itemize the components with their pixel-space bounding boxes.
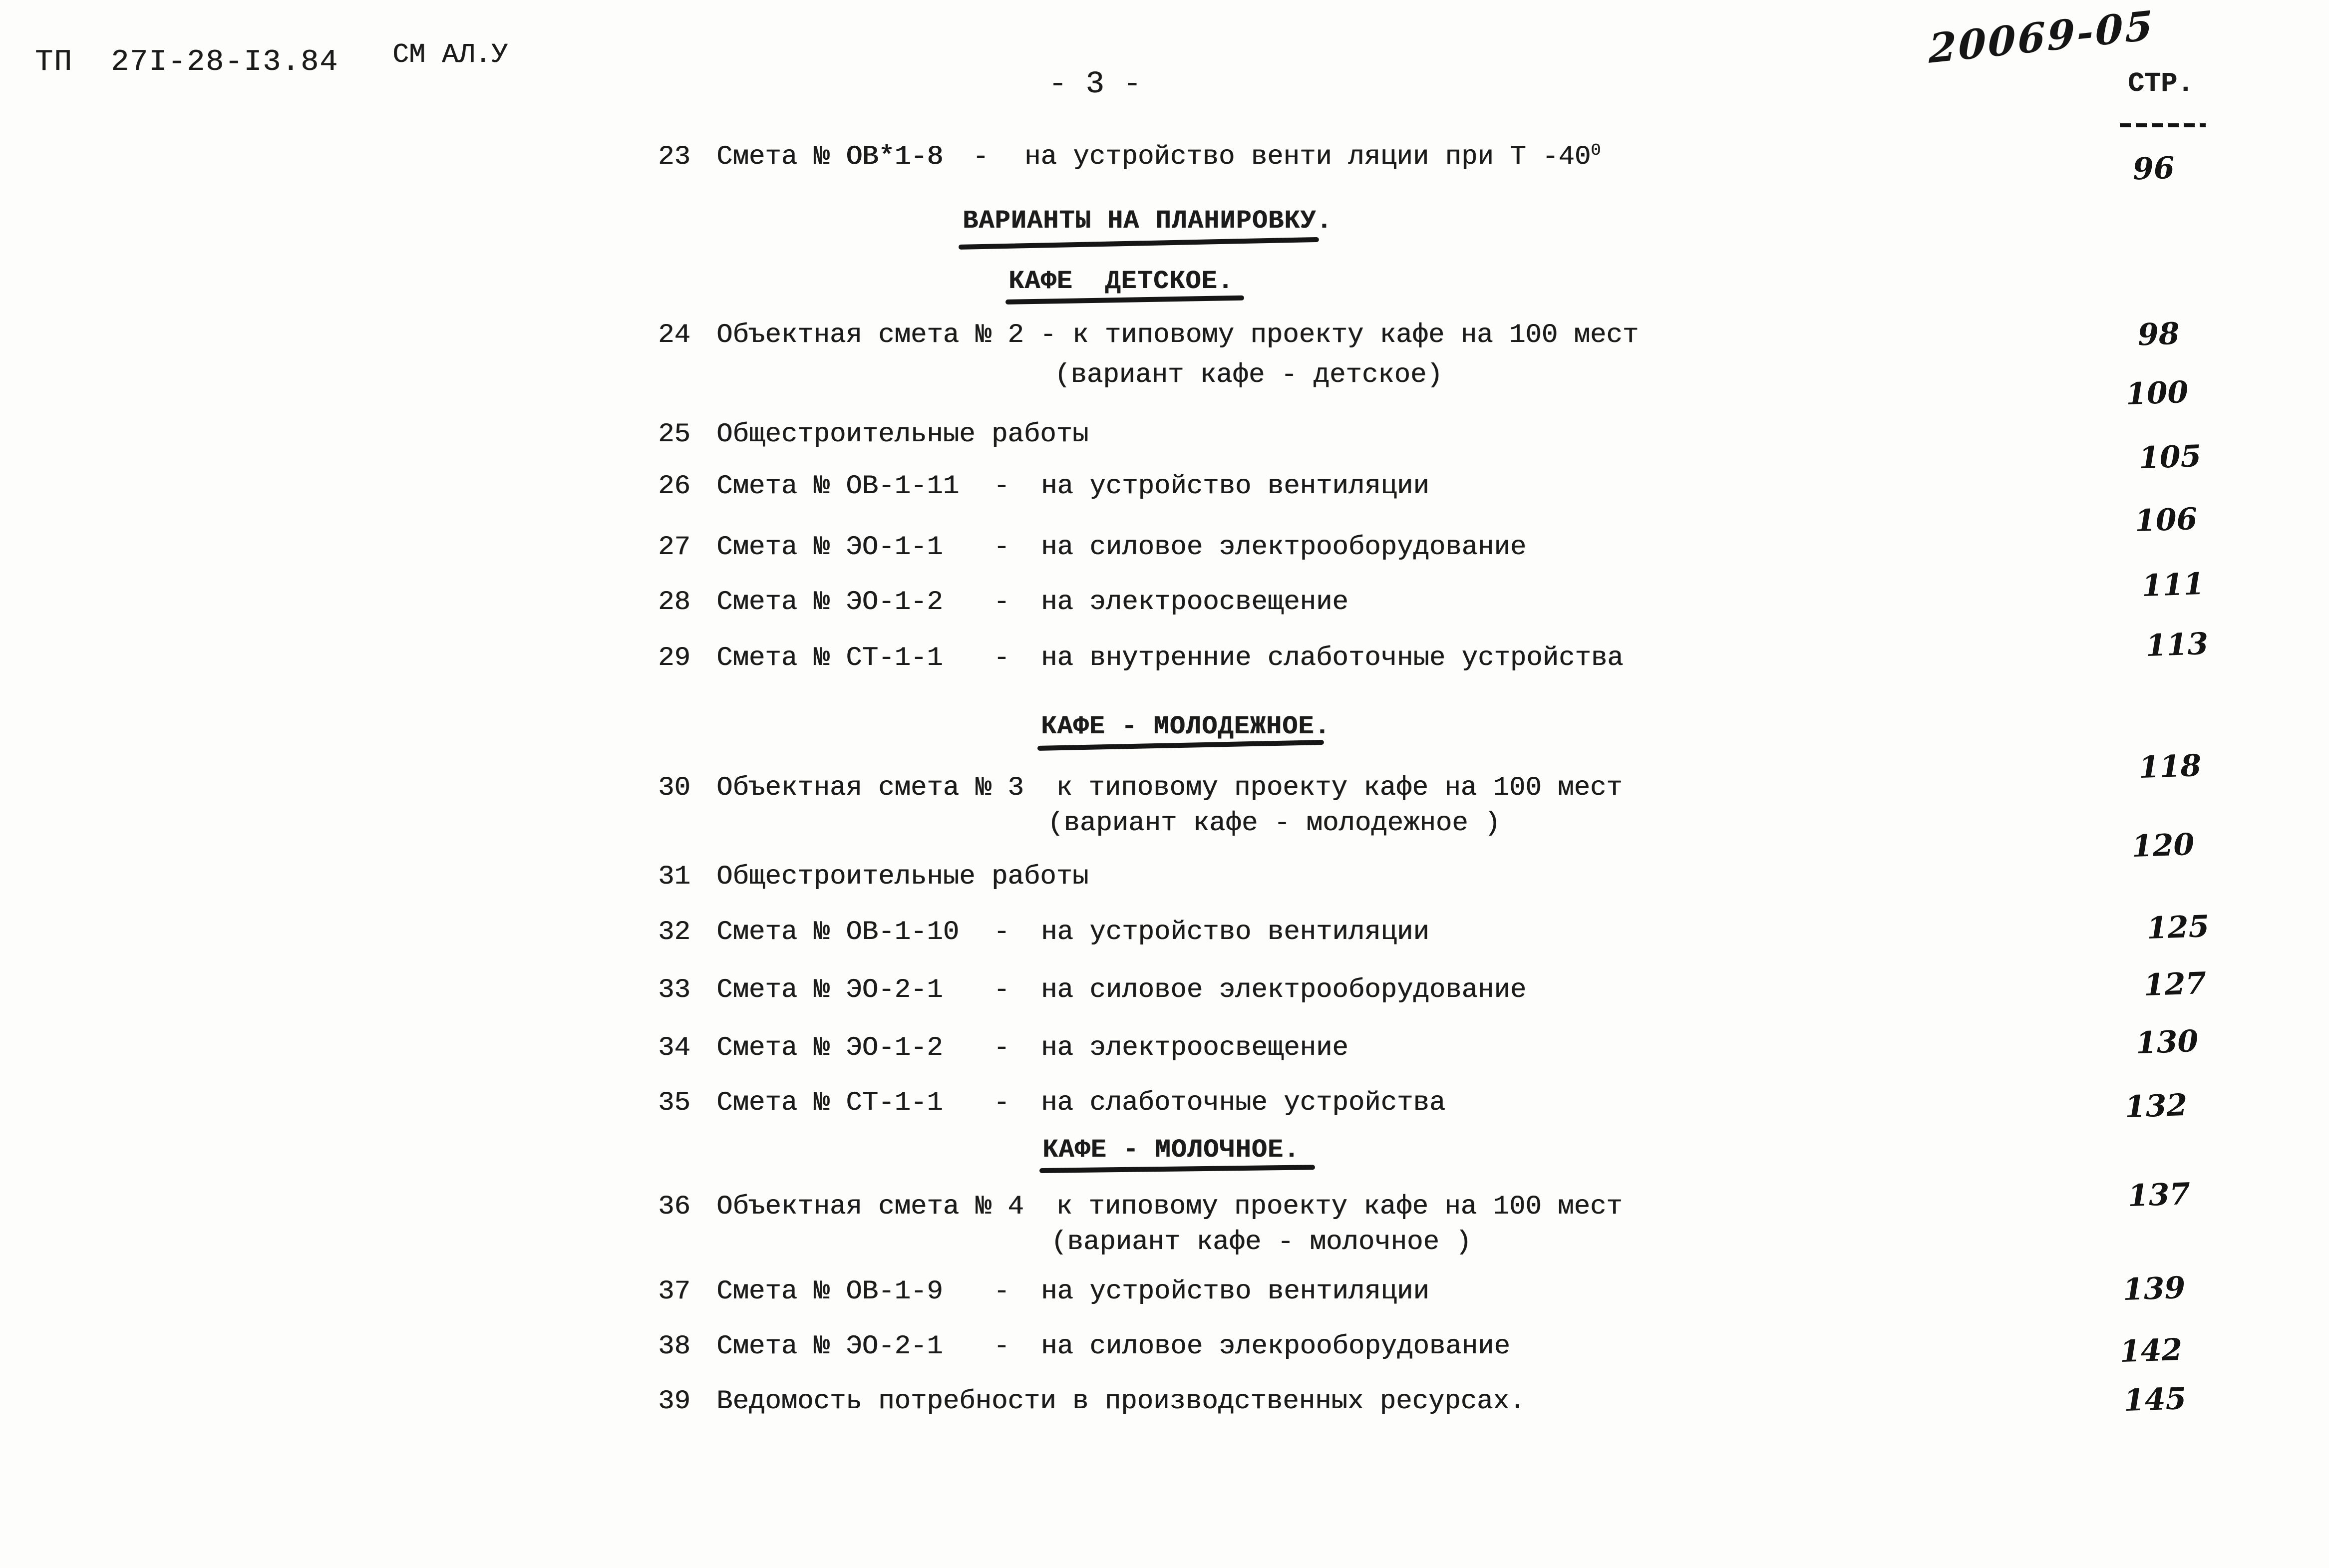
estimate-code: ЭО-2-1 xyxy=(846,975,943,1005)
row-title: Общестроительные работы xyxy=(716,419,1089,450)
row-description: на силовое электрооборудование xyxy=(1041,975,1527,1005)
toc-row-continuation xyxy=(0,362,2329,397)
row-title xyxy=(716,919,959,946)
row-description: на электроосвещение xyxy=(1041,1033,1348,1063)
toc-row xyxy=(0,977,2329,1012)
row-label: Смета № xyxy=(716,975,830,1005)
row-title: Объектная смета № 3 к типовому проекту кафе на 100 мест xyxy=(716,773,1623,803)
row-label: Смета № xyxy=(716,471,830,502)
row-number: 37 xyxy=(658,1276,690,1307)
row-title: Общестроительные работы xyxy=(716,862,1089,892)
row-dash: - xyxy=(994,1276,1010,1307)
row-title: Ведомость потребности в производственных ресурсах. xyxy=(716,1386,1526,1417)
page-number: 145 xyxy=(2123,1381,2187,1419)
toc-row xyxy=(0,1087,2329,1125)
row-title xyxy=(716,1035,943,1062)
row-dash: - xyxy=(994,1331,1010,1362)
toc-row xyxy=(0,322,2329,357)
row-label: Смета № xyxy=(716,142,830,172)
section-cafe-molochnoe-title: КАФЕ - МОЛОЧНОЕ. xyxy=(1042,1135,1300,1165)
estimate-code: СТ-1-1 xyxy=(846,1088,943,1118)
page-number: 105 xyxy=(2138,438,2202,476)
row-number: 27 xyxy=(658,532,690,563)
row-label: Смета № xyxy=(716,643,830,673)
estimate-code: ЭО-1-2 xyxy=(846,587,943,618)
pages-column-underline xyxy=(2120,123,2206,127)
row-number: 30 xyxy=(658,773,690,803)
section-cafe-molochnoe-underline xyxy=(1039,1165,1315,1173)
page-number: 132 xyxy=(2124,1087,2188,1125)
page-number: 118 xyxy=(2138,748,2202,786)
row-description: на внутренние слаботочные устройства xyxy=(1041,643,1624,673)
page-number-header: - 3 - xyxy=(1048,66,1142,102)
row-title xyxy=(716,1333,943,1360)
row-title xyxy=(716,534,943,561)
row-title xyxy=(716,1278,943,1305)
row-description: на устройство вентиляции xyxy=(1041,917,1429,947)
toc-row xyxy=(0,1035,2329,1070)
row-dash: - xyxy=(994,1033,1010,1063)
row-variant-note: (вариант кафе - детское) xyxy=(1054,360,1443,390)
row-dash: - xyxy=(994,975,1010,1005)
row-variant-note: (вариант кафе - молочное ) xyxy=(1051,1227,1472,1257)
estimate-code: СТ-1-1 xyxy=(846,643,943,673)
page-number: 120 xyxy=(2131,827,2195,865)
toc-row xyxy=(0,141,2329,179)
toc-row-continuation xyxy=(0,810,2329,845)
toc-row xyxy=(0,1333,2329,1368)
row-title: Объектная смета № 2 - к типовому проекту кафе на 100 мест xyxy=(716,320,1639,350)
row-number: 31 xyxy=(658,862,690,892)
row-description: на устройство вентиляции xyxy=(1041,1276,1429,1307)
page-number: 100 xyxy=(2125,374,2189,412)
row-label: Смета № xyxy=(716,1088,830,1118)
page-number: 130 xyxy=(2135,1023,2199,1061)
doc-code: ТП 27I-28-I3.84 xyxy=(35,45,339,79)
estimate-code: ОВ*1-8 xyxy=(846,142,943,172)
pages-column-header: СТР. xyxy=(2128,68,2194,99)
row-dash: - xyxy=(994,471,1010,502)
toc-row xyxy=(0,919,2329,954)
page-number: 98 xyxy=(2137,316,2180,353)
row-number: 26 xyxy=(658,471,690,502)
row-title xyxy=(716,645,943,672)
toc-row xyxy=(0,534,2329,569)
row-description: на электроосвещение xyxy=(1041,587,1348,618)
row-number: 25 xyxy=(658,419,690,450)
row-number: 33 xyxy=(658,975,690,1005)
estimate-code: ЭО-1-2 xyxy=(846,1033,943,1063)
toc-row xyxy=(0,589,2329,624)
row-title xyxy=(716,1090,943,1117)
row-number: 29 xyxy=(658,643,690,673)
row-dash: - xyxy=(994,643,1010,673)
row-title: Объектная смета № 4 к типовому проекту кафе на 100 мест xyxy=(716,1192,1623,1222)
row-label: Смета № xyxy=(716,1033,830,1063)
page-number: 125 xyxy=(2146,909,2210,946)
page-number: 106 xyxy=(2134,501,2198,539)
section-variants-underline xyxy=(959,237,1319,250)
section-cafe-molodezhnoe-title: КАФЕ - МОЛОДЕЖНОЕ. xyxy=(1041,712,1331,741)
toc-row xyxy=(0,1278,2329,1313)
section-cafe-detskoe-title: КАФЕ ДЕТСКОЕ. xyxy=(1008,267,1234,296)
toc-row xyxy=(0,1194,2329,1229)
row-title xyxy=(716,589,943,616)
row-label: Смета № xyxy=(716,532,830,563)
row-label: Смета № xyxy=(716,917,830,947)
page-number: 137 xyxy=(2127,1176,2191,1214)
row-number: 34 xyxy=(658,1033,690,1063)
row-number: 38 xyxy=(658,1331,690,1362)
row-description: на устройство вентиляции xyxy=(1041,471,1429,502)
row-description: на устройство венти ляции при Т $-40^0$ xyxy=(1024,141,1601,172)
row-dash: - xyxy=(994,1088,1010,1118)
row-number: 23 xyxy=(658,142,690,172)
row-variant-note: (вариант кафе - молодежное ) xyxy=(1047,808,1501,839)
section-cafe-molodezhnoe-underline xyxy=(1037,740,1324,751)
page-number: 96 xyxy=(2132,150,2175,187)
toc-row xyxy=(0,775,2329,810)
row-title xyxy=(716,473,959,500)
estimate-code: ЭО-2-1 xyxy=(846,1331,943,1362)
page-number: 113 xyxy=(2145,626,2209,664)
row-dash: - xyxy=(973,142,989,172)
toc-row xyxy=(0,864,2329,899)
toc-row xyxy=(0,473,2329,508)
toc-row xyxy=(0,645,2329,680)
row-number: 24 xyxy=(658,320,690,350)
row-label: Смета № xyxy=(716,1276,830,1307)
estimate-code: ОВ-1-9 xyxy=(846,1276,943,1307)
estimate-code: ОВ-1-11 xyxy=(846,471,960,502)
row-dash: - xyxy=(994,917,1010,947)
toc-row xyxy=(0,421,2329,456)
page-number: 139 xyxy=(2122,1270,2186,1308)
row-title xyxy=(716,977,943,1004)
row-number: 32 xyxy=(658,917,690,947)
page-number: 127 xyxy=(2143,965,2207,1003)
row-label: Смета № xyxy=(716,587,830,618)
row-dash: - xyxy=(994,532,1010,563)
section-variants-title: ВАРИАНТЫ НА ПЛАНИРОВКУ. xyxy=(963,206,1332,236)
estimate-code: ОВ-1-10 xyxy=(846,917,960,947)
row-number: 28 xyxy=(658,587,690,618)
row-dash: - xyxy=(994,587,1010,618)
estimate-code: ЭО-1-1 xyxy=(846,532,943,563)
row-title xyxy=(716,144,943,171)
toc-row xyxy=(0,1388,2329,1423)
handwritten-doc-number: 20069-05 xyxy=(1929,1,2155,73)
section-cafe-detskoe-underline xyxy=(1005,296,1244,305)
degree-superscript: 0 xyxy=(1591,141,1601,160)
page-number: 111 xyxy=(2141,566,2205,604)
row-description: на силовое элекрооборудование xyxy=(1041,1331,1510,1362)
row-description: на силовое электрооборудование xyxy=(1041,532,1527,563)
row-number: 36 xyxy=(658,1192,690,1222)
album-code: СМ АЛ.У xyxy=(392,39,508,70)
row-number: 39 xyxy=(658,1386,690,1417)
row-label: Смета № xyxy=(716,1331,830,1362)
page-number: 142 xyxy=(2119,1332,2183,1370)
row-description: на слаботочные устройства xyxy=(1041,1088,1446,1118)
toc-row-continuation xyxy=(0,1229,2329,1264)
row-number: 35 xyxy=(658,1088,690,1118)
